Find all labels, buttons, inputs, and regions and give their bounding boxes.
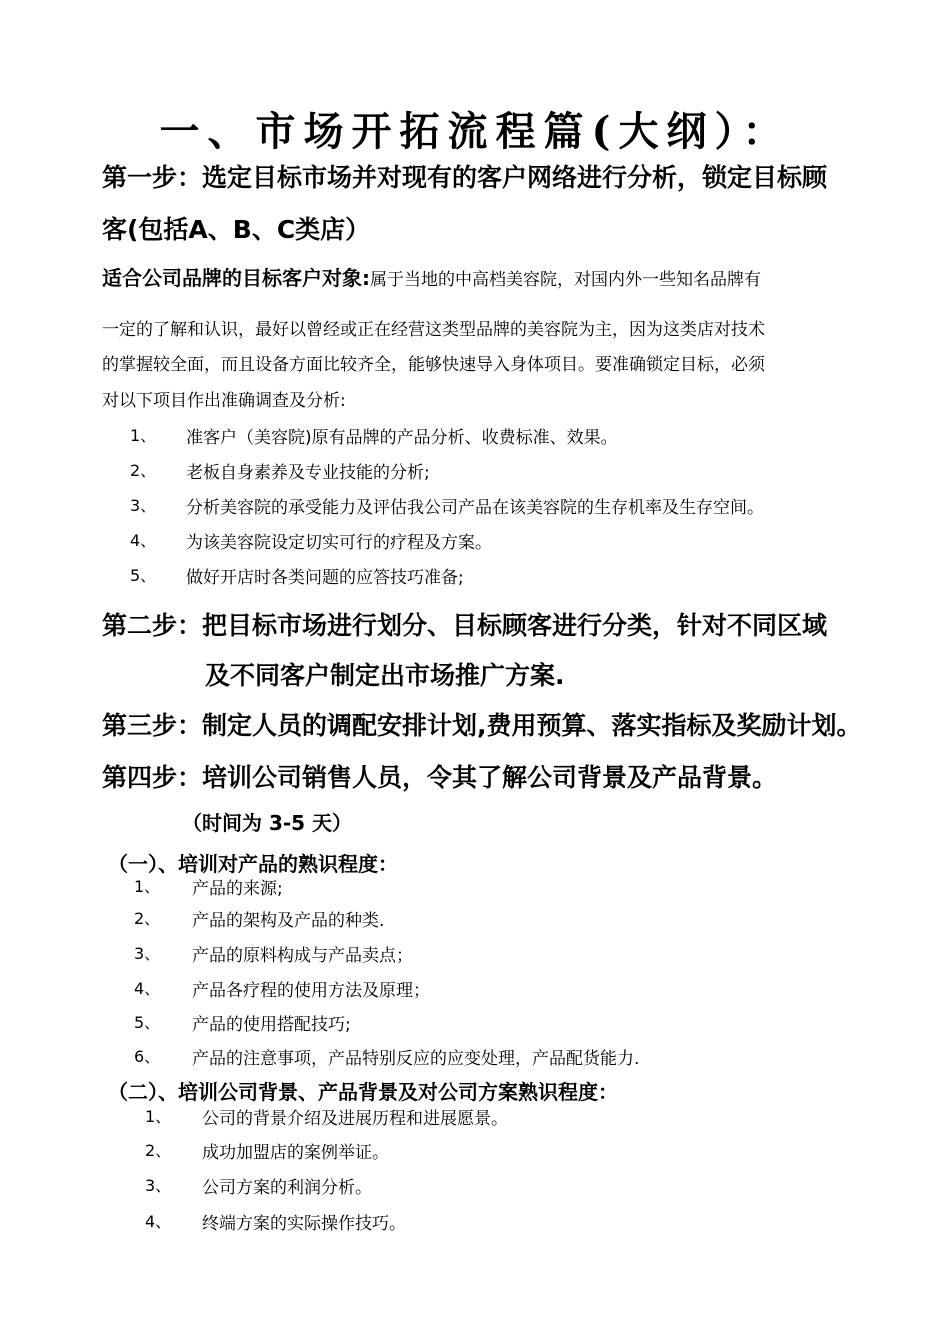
paragraph-line: 一定的了解和认识，最好以曾经或正在经营这类型品牌的美容院为主，因为这类店对技术 — [102, 320, 765, 340]
list-item-number: 1、 — [145, 1107, 172, 1126]
list-item: 成功加盟店的案例举证。 — [202, 1143, 389, 1163]
step1-lead-paragraph — [102, 262, 761, 291]
step1-heading-line1: 第一步：选定目标市场并对现有的客户网络进行分析，锁定目标顾 — [102, 163, 828, 192]
list-item: 做好开店时各类问题的应答技巧准备; — [186, 568, 464, 588]
list-item-number: 4、 — [134, 979, 161, 998]
list-item: 为该美容院设定切实可行的疗程及方案。 — [186, 533, 492, 553]
list-item: 产品的原料构成与产品卖点； — [192, 946, 413, 966]
section2-heading: （二）、培训公司背景、产品背景及对公司方案熟识程度： — [108, 1080, 618, 1104]
list-item-number: 4、 — [145, 1212, 172, 1231]
list-item: 产品的架构及产品的种类. — [192, 911, 385, 931]
section1-heading: （一）、培训对产品的熟识程度： — [108, 852, 398, 876]
list-item-number: 2、 — [145, 1141, 172, 1160]
list-item-number: 3、 — [134, 944, 161, 963]
paragraph-line: 对以下项目作出准确调查及分析: — [102, 391, 346, 411]
step3-heading: 第三步：制定人员的调配安排计划,费用预算、落实指标及奖励计划。 — [102, 711, 862, 740]
list-item-number: 2、 — [130, 461, 157, 480]
list-item: 老板自身素养及专业技能的分析; — [186, 463, 430, 483]
list-item: 产品各疗程的使用方法及原理； — [192, 981, 430, 1001]
list-item-number: 5、 — [130, 566, 157, 585]
list-item-number: 3、 — [130, 496, 157, 515]
target-customer-label: 适合公司品牌的目标客户对象: — [102, 266, 370, 290]
list-item: 分析美容院的承受能力及评估我公司产品在该美容院的生存机率及生存空间。 — [186, 498, 764, 518]
page-title: 一、市场开拓流程篇(大纲）： — [159, 108, 791, 155]
list-item: 准客户（美容院)原有品牌的产品分析、收费标准、效果。 — [186, 428, 618, 448]
list-item-number: 3、 — [145, 1176, 172, 1195]
list-item-number: 5、 — [134, 1013, 161, 1032]
list-item-number: 2、 — [134, 909, 161, 928]
step2-heading-line1: 第二步：把目标市场进行划分、目标顾客进行分类，针对不同区域 — [102, 611, 828, 640]
list-item: 公司的背景介绍及进展历程和进展愿景。 — [202, 1109, 508, 1129]
paragraph-line: 的掌握较全面，而且设备方面比较齐全，能够快速导入身体项目。要准确锁定目标，必须 — [102, 355, 765, 375]
list-item: 公司方案的利润分析。 — [202, 1178, 372, 1198]
list-item-number: 1、 — [134, 877, 161, 896]
list-item-number: 1、 — [130, 426, 157, 445]
list-item-number: 4、 — [130, 531, 157, 550]
step1-heading-line2: 客(包括A、B、C类店） — [102, 215, 371, 244]
step4-heading: 第四步：培训公司销售人员，令其了解公司背景及产品背景。 — [102, 763, 778, 792]
step2-heading-line2: 及不同客户制定出市场推广方案. — [205, 661, 565, 690]
list-item-number: 6、 — [134, 1047, 161, 1066]
list-item: 产品的来源; — [192, 879, 283, 899]
list-item: 产品的注意事项，产品特别反应的应变处理，产品配货能力. — [192, 1049, 640, 1069]
paragraph-line: 属于当地的中高档美容院，对国内外一些知名品牌有 — [370, 270, 761, 290]
list-item: 终端方案的实际操作技巧。 — [202, 1214, 406, 1234]
list-item: 产品的使用搭配技巧; — [192, 1015, 351, 1035]
step4-duration: （时间为 3-5 天） — [182, 811, 353, 835]
